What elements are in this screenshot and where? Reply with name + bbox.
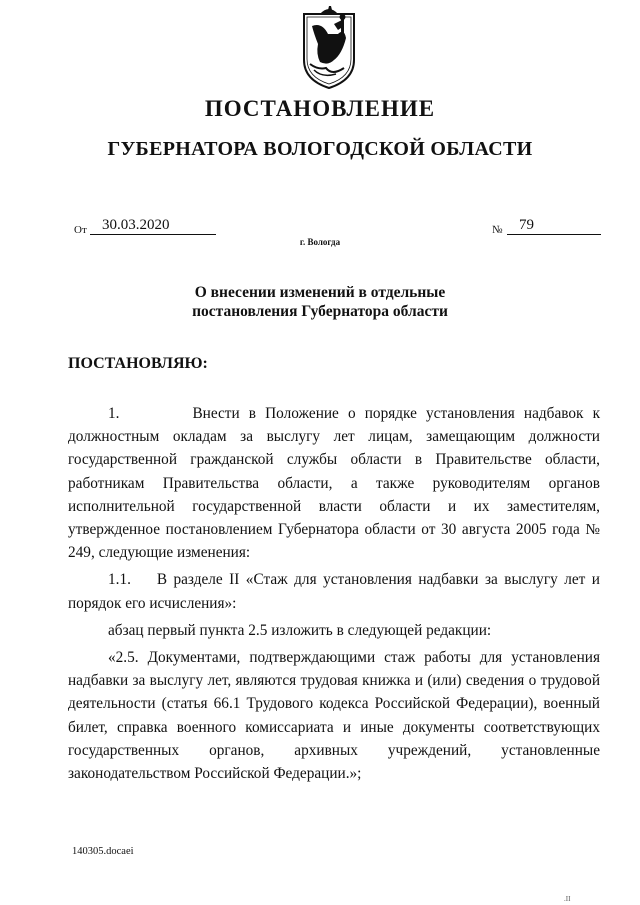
page-mark: .II xyxy=(564,895,571,903)
date-label: От xyxy=(74,224,87,236)
subject-line-2: постановления Губернатора области xyxy=(192,303,448,320)
document-number: 79 xyxy=(507,216,601,235)
number-label: № xyxy=(492,224,503,236)
document-date: 30.03.2020 xyxy=(90,216,216,235)
document-title: ПОСТАНОВЛЕНИЕ xyxy=(204,96,436,121)
vologda-coat-of-arms-icon xyxy=(298,4,360,90)
document-body xyxy=(68,402,600,785)
document-subject xyxy=(0,283,640,321)
paragraph-1: 1. Внести в Положение о порядке установления надбавок к должностным окладам за выслугу лет лицам, замещающим должности государственной гражданской службы области в Правительстве области, работникам Правительства области, а также руководителям органов исполнительной государственной власти области и их заместителям, утвержденное постановлением Губернатора области от 30 августа 2005 года № 249, следующие изменения: xyxy=(68,405,600,562)
subject-line-1: О внесении изменений в отдельные xyxy=(194,284,446,301)
decree-heading: ПОСТАНОВЛЯЮ: xyxy=(68,355,208,372)
paragraph-abzac: абзац первый пункта 2.5 изложить в следующей редакции: xyxy=(108,621,492,639)
file-name: 140305.docaei xyxy=(72,846,134,857)
paragraph-2-5: «2.5. Документами, подтверждающими стаж работы для установления надбавки за выслугу лет, являются трудовая книжка и (или) сведения о трудовой деятельности (статья 66.1 Трудового кодекса Российской Федерации), военный билет, справка военного комиссариата и иные документы соответствующих государственных органов, архивных учреждений, установленные законодательством Российской Федерации.»; xyxy=(68,649,600,783)
document-subtitle: ГУБЕРНАТОРА ВОЛОГОДСКОЙ ОБЛАСТИ xyxy=(107,138,533,160)
paragraph-1-1: 1.1. В разделе II «Стаж для установления надбавки за выслугу лет и порядок его исчисления»: xyxy=(68,571,600,612)
city-name: г. Вологда xyxy=(299,237,341,247)
